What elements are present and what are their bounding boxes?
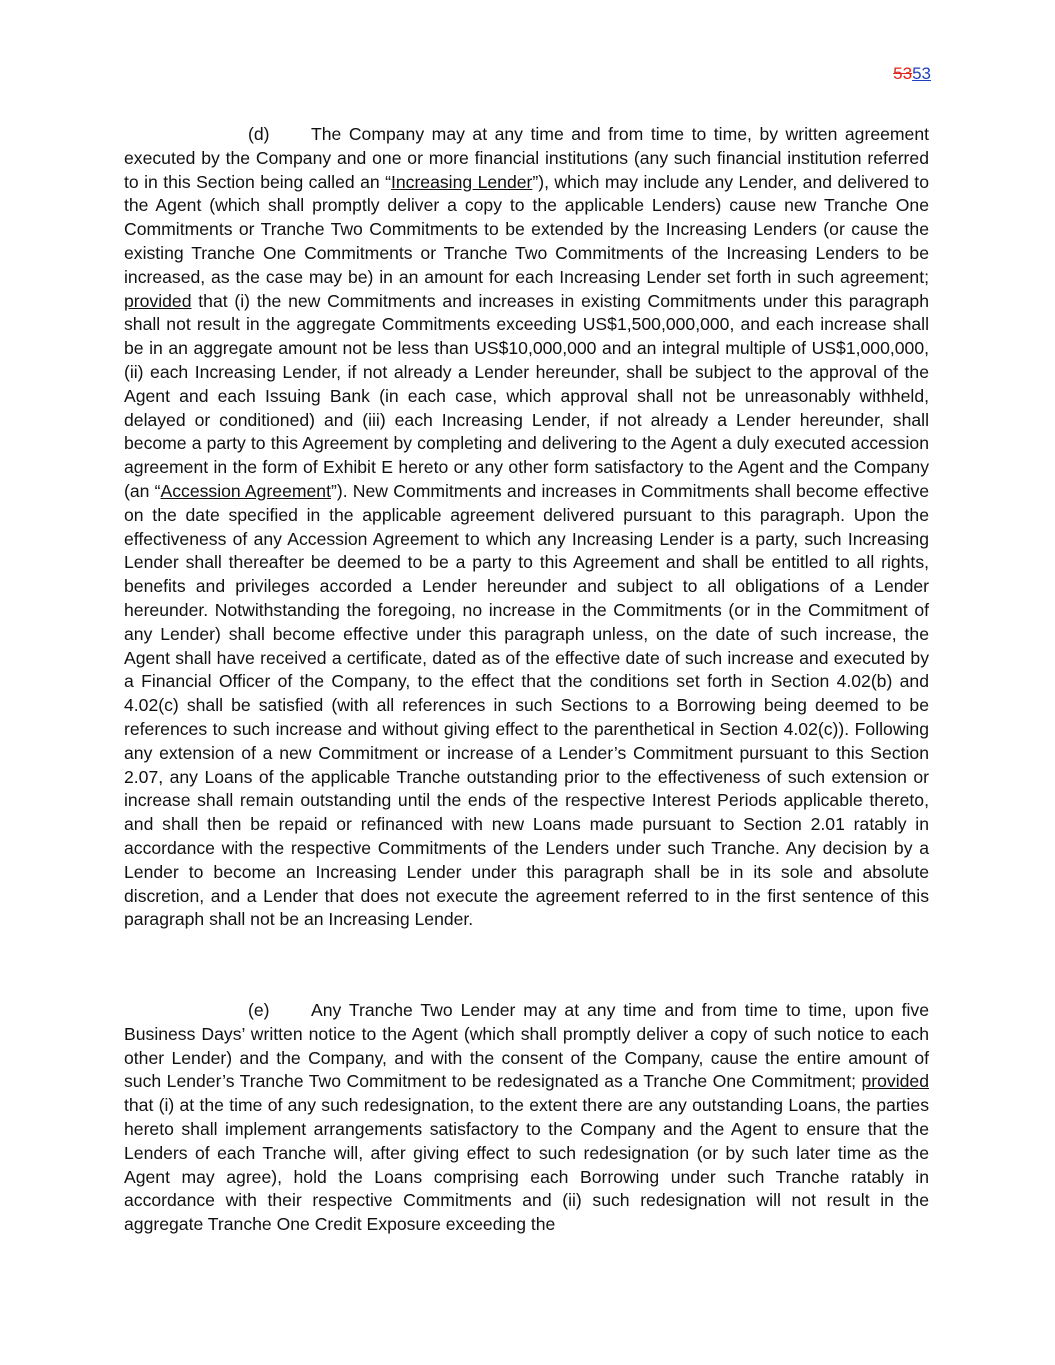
page-number-deleted: 53 (893, 64, 913, 83)
defined-term-increasing-lender: Increasing Lender (390, 171, 533, 192)
page-number (893, 64, 931, 84)
paragraph-d-text-2: ”), which may include any Lender, and delivered to the Agent (which shall promptly deliver a copy to the applicable Lenders) cause new Tranche One Commitments or Tranche Two Commitments to be extended by the Increasing Lenders (or cause the existing Tranche One Commitments or Tranche Two Commitments of the Increasing Lenders to be increased, as the case may be) in an amount for each Increasing Lender set forth in such agreement; (124, 171, 929, 287)
paragraph-d (124, 123, 929, 932)
paragraph-d-provided: provided (124, 290, 192, 311)
defined-term-accession-agreement: Accession Agreement (160, 480, 331, 501)
paragraph-d-text-1: The Company may at any time and from time to time, by written agreement executed by the Company and one or more financial institutions (any such financial institution referred to in this Section being called an “ (124, 124, 929, 192)
paragraph-d-text-3: that (i) the new Commitments and increases in existing Commitments under this paragraph shall not result in the aggregate Commitments exceeding US$1,500,000,000, and each increase shall be in an aggregate amount not be less than US$10,000,000 and an integral multiple of US$1,000,000, (ii) each Increasing Lender, if not already a Lender hereunder, shall be subject to the approval of the Agent and each Issuing Bank (in each case, which approval shall not be unreasonably withheld, delayed or conditioned) and (iii) each Increasing Lender, if not already a Lender hereunder, shall become a party to this Agreement by completing and delivering to the Agent a duly executed accession agreement in the form of Exhibit E hereto or any other form satisfactory to the Agent and the Company (an “ (124, 290, 929, 501)
paragraph-e-text-2: that (i) at the time of any such redesignation, to the extent there are any outstanding Loans, the parties hereto shall implement arrangements satisfactory to the Company and the Agent to ensure that the Lenders of each Tranche will, after giving effect to such redesignation (or by such later time as the Agent may agree), hold the Loans comprising each Borrowing under such Tranche ratably in accordance with their respective Commitments and (ii) such redesignation will not result in the aggregate Tranche One Credit Exposure exceeding the (124, 1095, 929, 1235)
page-number-inserted: 53 (912, 64, 931, 83)
paragraph-e-text-1: Any Tranche Two Lender may at any time and from time to time, upon five Business Days’ written notice to the Agent (which shall promptly deliver a copy of such notice to each other Lender) and the Company, and with the consent of the Company, cause the entire amount of such Lender’s Tranche Two Commitment to be redesignated as a Tranche One Commitment; (124, 1000, 929, 1092)
paragraph-e-marker: (e) (248, 1000, 270, 1020)
paragraph-d-marker: (d) (248, 124, 270, 144)
paragraph-e (124, 999, 929, 1237)
paragraph-d-text-4: ”). New Commitments and increases in Commitments shall become effective on the date specified in the applicable agreement delivered pursuant to this paragraph. Upon the effectiveness of any Accession Agreement to which any Increasing Lender is a party, such Increasing Lender shall thereafter be deemed to be a party to this Agreement and shall be entitled to all rights, benefits and privileges accorded a Lender hereunder and subject to all obligations of a Lender hereunder. Notwithstanding the foregoing, no increase in the Commitments (or in the Commitment of any Lender) shall become effective under this paragraph unless, on the date of such increase, the Agent shall have received a certificate, dated as of the effective date of such increase and executed by a Financial Officer of the Company, to the effect that the conditions set forth in Section 4.02(b) and 4.02(c) shall be satisfied (with all references in such Sections to a Borrowing being deemed to be references to such increase and without giving effect to the parenthetical in Section 4.02(c)). Following any extension of a new Commitment or increase of a Lender’s Commitment pursuant to this Section 2.07, any Loans of the applicable Tranche outstanding prior to the effectiveness of such extension or increase shall remain outstanding until the ends of the respective Interest Periods applicable thereto, and shall then be repaid or refinanced with new Loans made pursuant to Section 2.01 ratably in accordance with the respective Commitments of the Lenders under such Tranche. Any decision by a Lender to become an Increasing Lender under this paragraph shall be in its sole and absolute discretion, and a Lender that does not execute the agreement referred to in the first sentence of this paragraph shall not be an Increasing Lender. (124, 480, 929, 930)
paragraph-e-provided: provided (861, 1071, 929, 1092)
